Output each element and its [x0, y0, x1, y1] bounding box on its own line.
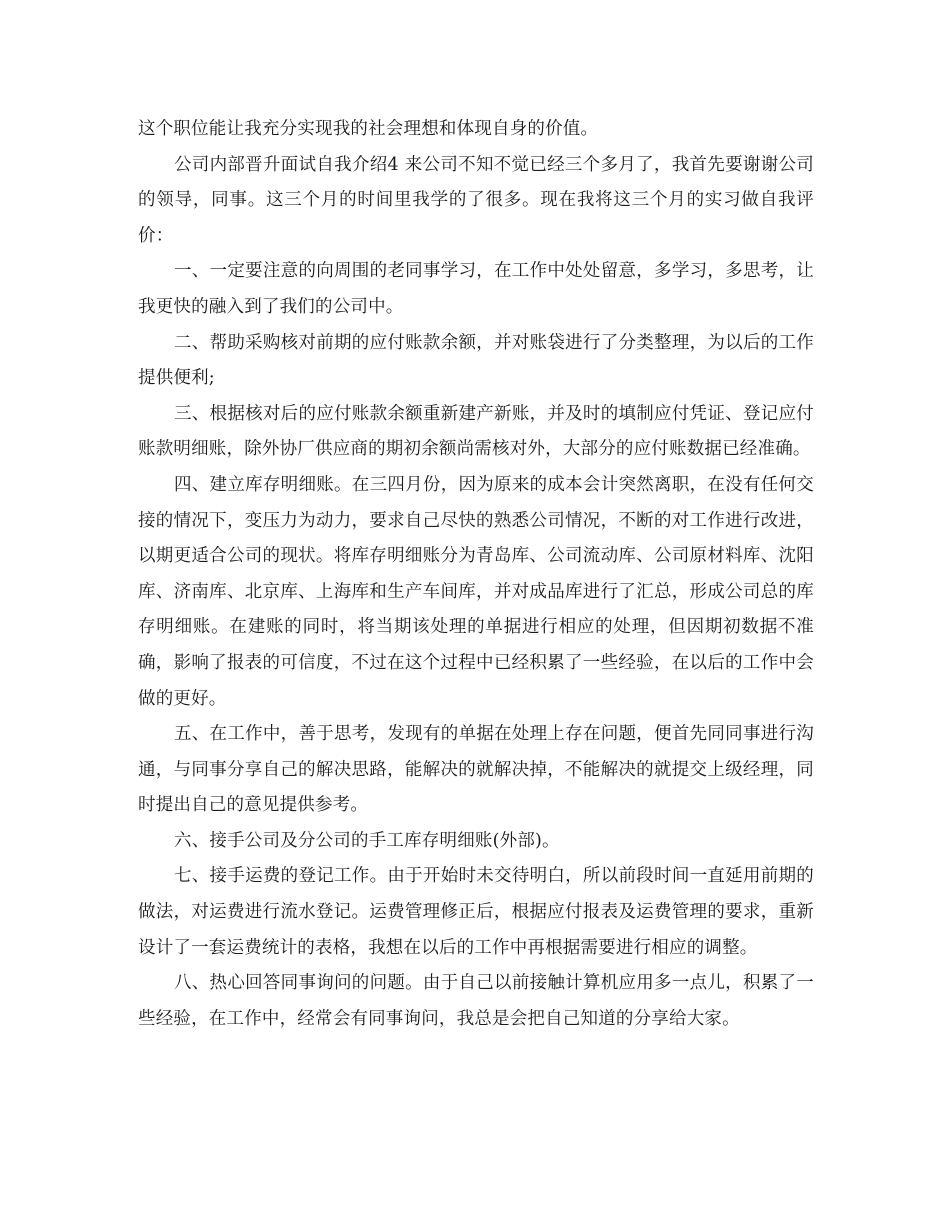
- paragraph-item-6: 六、接手公司及分公司的手工库存明细账(外部)。: [174, 830, 560, 851]
- document-body: [138, 112, 814, 1037]
- paragraph-item-5: 五、在工作中，善于思考，发现有的单据在处理上存在问题，便首先同同事进行沟通，与同事分享自己的解决思路，能解决的就解决掉，不能解决的就提交上级经理，同时提出自己的意见提供参考。: [138, 724, 814, 816]
- paragraph-item-7: 七、接手运费的登记工作。由于开始时未交待明白，所以前段时间一直延用前期的做法，对运费进行流水登记。运费管理修正后，根据应付报表及运费管理的要求，重新设计了一套运费统计的表格，我想在以后的工作中再根据需要进行相应的调整。: [138, 866, 814, 958]
- paragraph-self-intro-4: 公司内部晋升面试自我介绍4 来公司不知不觉已经三个多月了，我首先要谢谢公司的领导，同事。这三个月的时间里我学的了很多。现在我将这三个月的实习做自我评价：: [138, 154, 814, 246]
- paragraph-item-3: 三、根据核对后的应付账款余额重新建产新账，并及时的填制应付凭证、登记应付账款明细账，除外协厂供应商的期初余额尚需核对外，大部分的应付账数据已经准确。: [138, 403, 814, 460]
- paragraph-item-4: 四、建立库存明细账。在三四月份，因为原来的成本会计突然离职，在没有任何交接的情况下，变压力为动力，要求自己尽快的熟悉公司情况，不断的对工作进行改进，以期更适合公司的现状。将库存明细账分为青岛库、公司流动库、公司原材料库、沈阳库、济南库、北京库、上海库和生产车间库，并对成品库进行了汇总，形成公司总的库存明细账。在建账的同时，将当期该处理的单据进行相应的处理，但因期初数据不准确，影响了报表的可信度，不过在这个过程中已经积累了一些经验，在以后的工作中会做的更好。: [138, 474, 814, 709]
- paragraph-intro-closing: 这个职位能让我充分实现我的社会理想和体现自身的价值。: [138, 119, 599, 139]
- paragraph-item-2: 二、帮助采购核对前期的应付账款余额，并对账袋进行了分类整理，为以后的工作提供便利;: [138, 332, 814, 389]
- paragraph-item-8: 八、热心回答同事询问的问题。由于自己以前接触计算机应用多一点儿，积累了一些经验，在工作中，经常会有同事询问，我总是会把自己知道的分享给大家。: [138, 973, 814, 1029]
- paragraph-item-1: 一、一定要注意的向周围的老同事学习，在工作中处处留意，多学习，多思考，让我更快的融入到了我们的公司中。: [138, 261, 814, 317]
